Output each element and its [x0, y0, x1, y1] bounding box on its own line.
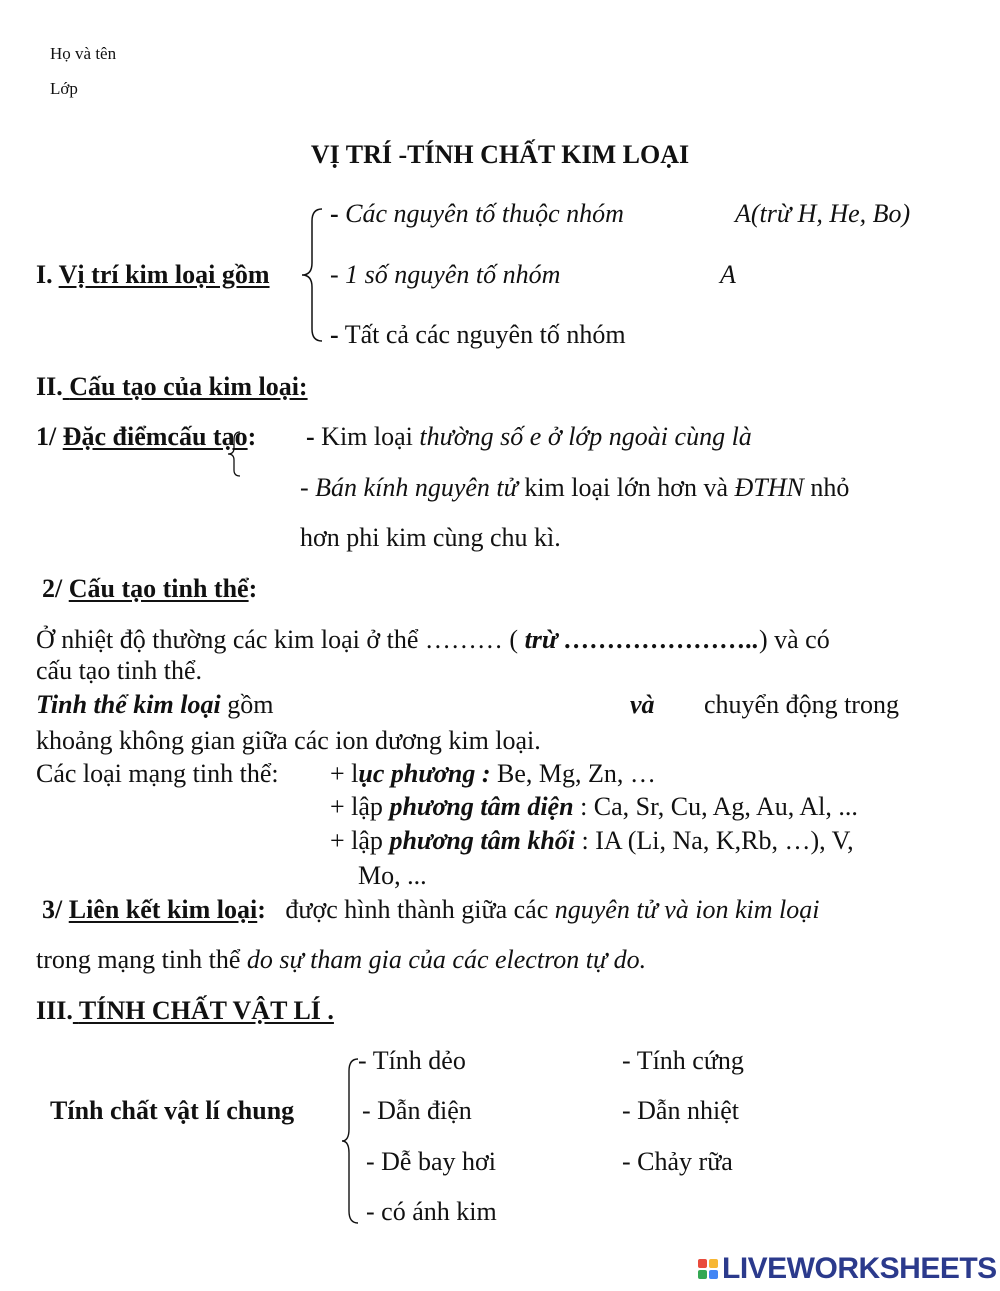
property-left-2: - Dẫn điện — [362, 1096, 472, 1125]
section1-item-2: - 1 số nguyên tố nhóm — [330, 260, 561, 289]
sub1-line-2: - Bán kính nguyên tử kim loại lớn hơn và ĐTHN nhỏ — [300, 473, 850, 502]
property-left-1: - Tính dẻo — [358, 1046, 466, 1075]
section1-brace-icon — [300, 205, 328, 345]
page-title: VỊ TRÍ -TÍNH CHẤT KIM LOẠI — [310, 140, 690, 169]
logo-text: LIVEWORKSHEETS — [722, 1252, 997, 1285]
logo-square-blue — [709, 1270, 718, 1279]
logo-square-red — [698, 1259, 707, 1268]
lattice-item-2: + lập phương tâm diện : Ca, Sr, Cu, Ag, Au, Al, ... — [330, 792, 858, 821]
logo-square-yellow — [709, 1259, 718, 1268]
sub2-heading: 2/ Cấu tạo tinh thể: — [42, 574, 258, 603]
property-left-4: - có ánh kim — [366, 1197, 497, 1226]
sub1-brace-icon — [226, 430, 242, 478]
class-label: Lớp — [50, 79, 78, 98]
section3-heading: III. TÍNH CHẤT VẬT LÍ . — [36, 996, 334, 1025]
liveworksheets-logo — [698, 1252, 997, 1285]
section3-brace-icon — [340, 1055, 362, 1227]
sub2-paragraph-2-cont: khoảng không gian giữa các ion dương kim loại. — [36, 726, 541, 755]
sub1-heading: 1/ Đặc điểmcấu tạo: — [36, 422, 257, 451]
section1-item-2-suffix: A — [720, 260, 736, 289]
property-right-1: - Tính cứng — [622, 1046, 744, 1075]
lattice-item-3-cont: Mo, ... — [358, 861, 427, 890]
sub2-moving: chuyển động trong — [704, 690, 899, 719]
sub3-line-1: 3/ Liên kết kim loại: được hình thành giữa các nguyên tử và ion kim loại — [42, 895, 820, 924]
sub2-and-word: và — [630, 690, 655, 719]
section1-item-1: - Các nguyên tố thuộc nhóm — [330, 199, 624, 228]
logo-square-green — [698, 1270, 707, 1279]
logo-grid-icon — [698, 1259, 718, 1279]
property-left-3: - Dễ bay hơi — [366, 1147, 496, 1176]
sub3-line-2: trong mạng tinh thể do sự tham gia của các electron tự do. — [36, 945, 647, 974]
sub1-line-1: - Kim loại thường số e ở lớp ngoài cùng là — [306, 422, 752, 451]
sub2-paragraph-2: Tinh thể kim loại gồm — [36, 690, 274, 719]
property-right-3: - Chảy rữa — [622, 1147, 733, 1176]
lattice-item-3: + lập phương tâm khối : IA (Li, Na, K,Rb, …), V, — [330, 826, 854, 855]
property-right-2: - Dẫn nhiệt — [622, 1096, 739, 1125]
section1-heading: I. Vị trí kim loại gồm — [36, 260, 270, 289]
section3-label: Tính chất vật lí chung — [50, 1096, 295, 1125]
section1-item-1-suffix: A(trừ H, He, Bo) — [735, 199, 911, 228]
sub2-paragraph-1: Ở nhiệt độ thường các kim loại ở thể ……… ( trừ …………………..) và có — [36, 625, 830, 654]
lattice-intro: Các loại mạng tinh thể: — [36, 759, 279, 788]
lattice-item-1: + lục phương : Be, Mg, Zn, … — [330, 759, 656, 788]
sub1-line-3: hơn phi kim cùng chu kì. — [300, 523, 561, 552]
section1-item-3: - Tất cả các nguyên tố nhóm — [330, 320, 626, 349]
section2-heading: II. Cấu tạo của kim loại: — [36, 372, 308, 401]
sub2-paragraph-1-cont: cấu tạo tinh thể. — [36, 656, 203, 685]
name-label: Họ và tên — [50, 44, 117, 63]
